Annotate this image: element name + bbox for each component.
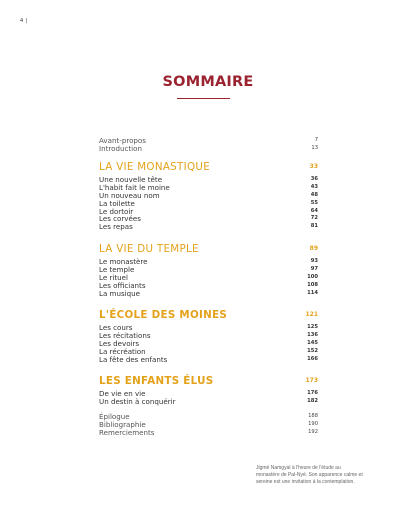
toc-entry-page: 136: [307, 331, 318, 338]
toc-entry-page: 93: [310, 258, 318, 264]
toc-entry-page: 182: [307, 397, 318, 404]
toc-entry-page: 188: [308, 413, 318, 419]
toc-entry-label: La récréation: [99, 346, 146, 356]
toc-entry: [99, 429, 318, 437]
toc-entry-page: 100: [307, 273, 318, 280]
toc-entry-label: Les repas: [99, 222, 133, 232]
section-heading: [99, 243, 318, 256]
toc-entry-label: Un destin à conquérir: [99, 396, 176, 406]
toc-entry-label: Introduction: [99, 143, 142, 153]
toc-entry-label: Les devoirs: [99, 338, 140, 348]
toc-entry-label: Une nouvelle tête: [99, 175, 163, 184]
section-heading: [99, 375, 318, 388]
toc-entry-page: 36: [310, 176, 318, 182]
photo-caption: [256, 465, 406, 487]
page-number: 4 |: [20, 18, 28, 24]
toc-entry-label: Un nouveau nom: [99, 190, 160, 200]
toc-entry-label: Les officiants: [99, 280, 146, 290]
section-heading: [99, 309, 318, 322]
section-heading: [99, 161, 318, 174]
toc-entry: [99, 356, 318, 364]
toc-entry-label: Le dortoir: [99, 206, 134, 216]
toc-back-matter: [99, 413, 318, 437]
toc-entry: [99, 266, 318, 274]
toc-entry-page: 7: [314, 137, 318, 143]
toc-entry-page: 64: [310, 207, 318, 214]
section-heading-label: L'ÉCOLE DES MOINES: [99, 309, 228, 321]
toc-entry-page: 55: [310, 199, 318, 206]
toc-entry-label: Remerciements: [99, 427, 155, 437]
section-heading-page: 173: [305, 377, 318, 384]
toc-entry-page: 13: [311, 144, 318, 151]
toc-entry-page: 125: [307, 324, 318, 330]
toc-section-vie-du-temple: [99, 243, 318, 297]
toc-entry-label: Les cours: [99, 323, 133, 332]
toc-entry: [99, 290, 318, 298]
toc-entry-label: La toilette: [99, 198, 135, 208]
section-heading-label: LA VIE MONASTIQUE: [99, 161, 210, 173]
toc-entry-page: 43: [310, 183, 318, 190]
toc-entry-label: Épilogue: [99, 412, 130, 421]
toc-entry: [99, 145, 318, 153]
toc-entry-page: 166: [307, 355, 318, 362]
toc-entry-page: 152: [307, 347, 318, 354]
toc-section-enfants-elus: [99, 375, 318, 406]
toc-entry-label: Les récitations: [99, 330, 151, 340]
section-heading-page: 121: [305, 311, 318, 318]
page-title: SOMMAIRE: [162, 74, 254, 90]
toc-entry: [99, 223, 318, 231]
toc-entry-label: La fête des enfants: [99, 354, 168, 364]
toc-entry-page: 114: [307, 289, 318, 296]
section-heading-page: 89: [309, 245, 318, 252]
toc-entry-label: Le rituel: [99, 272, 128, 282]
toc-entry-page: 192: [308, 428, 318, 435]
title-divider: [177, 98, 230, 99]
toc-entry-page: 48: [310, 191, 318, 198]
toc-section-ecole-des-moines: [99, 309, 318, 363]
section-heading-page: 33: [309, 163, 318, 170]
toc-front-matter: [99, 137, 318, 153]
toc-entry-label: De vie en vie: [99, 389, 146, 398]
toc-entry-label: Le monastère: [99, 257, 148, 266]
toc-entry-label: Avant-propos: [99, 136, 146, 145]
toc-entry-label: L'habit fait le moine: [99, 182, 170, 192]
section-heading-label: LES ENFANTS ÉLUS: [99, 375, 214, 387]
toc-entry-page: 72: [310, 215, 318, 222]
toc-entry-page: 81: [310, 223, 318, 230]
caption-line: Jigmé Namgyal à l'heure de l'étude au: [256, 465, 341, 471]
toc-entry-label: La musique: [99, 288, 140, 298]
caption-line: monastère de Pal-Nyé. Son apparence calme et: [256, 472, 363, 479]
toc-entry-page: 145: [307, 339, 318, 346]
toc-entry-page: 190: [308, 420, 318, 427]
toc-entry-label: Le temple: [99, 264, 135, 274]
toc-entry-page: 176: [307, 390, 318, 396]
toc-entry-page: 108: [307, 281, 318, 288]
toc-entry-page: 97: [310, 265, 318, 272]
toc-entry: [99, 398, 318, 406]
toc-section-vie-monastique: [99, 161, 318, 231]
caption-line: sereine est une invitation à la contemplation.: [256, 479, 355, 486]
toc-entry-label: Les corvées: [99, 214, 141, 224]
section-heading-label: LA VIE DU TEMPLE: [99, 243, 199, 255]
toc-entry-label: Bibliographie: [99, 419, 146, 429]
